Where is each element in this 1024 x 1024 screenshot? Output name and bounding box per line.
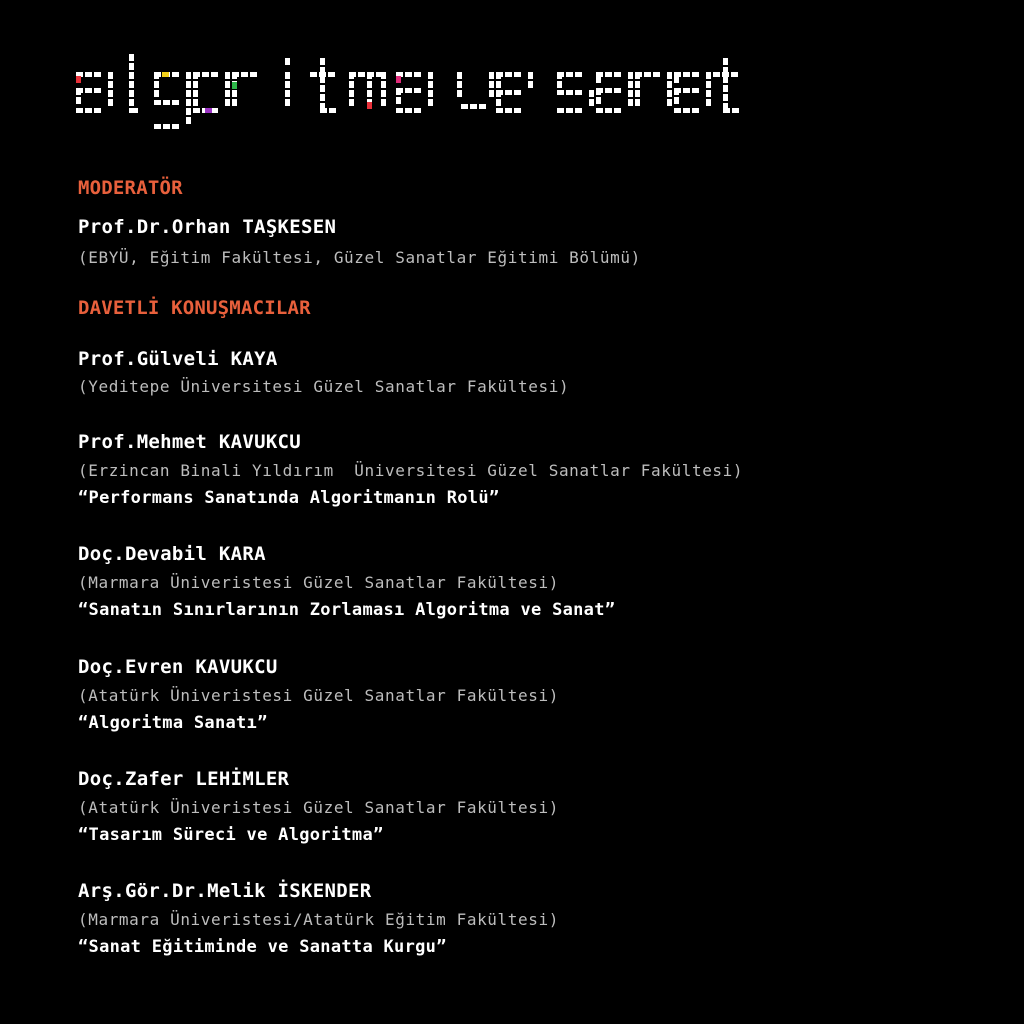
title-pixel-segment (596, 88, 601, 95)
title-pixel-segment (367, 81, 372, 88)
title-pixel-segment (635, 90, 640, 97)
title-pixel-segment (129, 81, 134, 88)
title-pixel-segment (628, 99, 633, 106)
title-pixel-segment (489, 90, 494, 97)
title-pixel-segment (320, 76, 325, 83)
moderator-affiliation: (EBYÜ, Eğitim Fakültesi, Güzel Sanatlar Eğitimi Bölümü) (78, 248, 641, 267)
title-pixel-segment (596, 97, 601, 104)
title-pixel-segment (232, 82, 237, 89)
title-pixel-segment (154, 72, 159, 79)
speaker-affiliation: (Atatürk Üniveristesi Güzel Sanatlar Fakültesi) (78, 686, 559, 705)
title-pixel-segment (723, 76, 728, 83)
title-pixel-segment (674, 76, 679, 83)
title-pixel-segment (496, 81, 501, 88)
title-pixel-segment (225, 90, 230, 97)
title-pixel-segment (154, 81, 159, 88)
title-pixel-segment (186, 90, 191, 97)
title-pixel-segment (193, 108, 200, 113)
title-pixel-segment (172, 100, 179, 105)
title-pixel-segment (349, 90, 354, 97)
title-pixel-segment (605, 108, 612, 113)
title-pixel-segment (396, 97, 401, 104)
title-pixel-segment (129, 54, 134, 61)
title-pixel-segment (683, 88, 690, 93)
title-pixel-segment (514, 72, 521, 77)
title-pixel-segment (566, 72, 573, 77)
speaker-affiliation: (Marmara Üniveristesi Güzel Sanatlar Fakültesi) (78, 573, 559, 592)
title-pixel-segment (129, 99, 134, 106)
title-pixel-segment (722, 72, 729, 77)
title-pixel-segment (667, 81, 672, 88)
title-pixel-segment (505, 108, 512, 113)
title-pixel-segment (575, 72, 582, 77)
speaker-name: Prof.Gülveli KAYA (78, 348, 278, 370)
title-pixel-segment (129, 90, 134, 97)
speaker-name: Doç.Zafer LEHİMLER (78, 768, 290, 790)
speaker-talk-title: “Performans Sanatında Algoritmanın Rolü” (78, 488, 500, 508)
title-pixel-segment (381, 90, 386, 97)
speaker-affiliation: (Atatürk Üniveristesi Güzel Sanatlar Fakültesi) (78, 798, 559, 817)
speaker-name: Doç.Devabil KARA (78, 543, 266, 565)
title-pixel-segment (76, 76, 81, 83)
title-pixel-segment (186, 99, 191, 106)
title-pixel-segment (225, 72, 230, 79)
title-pixel-segment (76, 88, 81, 95)
title-pixel-segment (85, 108, 92, 113)
title-pixel-segment (172, 124, 179, 129)
title-pixel-segment (349, 81, 354, 88)
title-pixel-segment (589, 99, 594, 106)
title-pixel-segment (706, 90, 711, 97)
title-pixel-segment (405, 88, 412, 93)
title-pixel-segment (85, 72, 92, 77)
title-pixel-segment (94, 108, 101, 113)
title-pixel-segment (489, 81, 494, 88)
speaker-affiliation: (Yeditepe Üniversitesi Güzel Sanatlar Fakültesi) (78, 377, 570, 396)
title-pixel-segment (405, 72, 412, 77)
title-pixel-segment (108, 72, 113, 79)
title-pixel-segment (575, 90, 582, 95)
title-pixel-segment (428, 72, 433, 79)
title-pixel-segment (329, 108, 336, 113)
title-pixel-segment (285, 81, 290, 88)
title-pixel-segment (76, 108, 83, 113)
title-pixel-segment (320, 94, 325, 101)
title-pixel-segment (108, 81, 113, 88)
title-pixel-segment (723, 108, 730, 113)
title-pixel-segment (414, 108, 421, 113)
speaker-name: Doç.Evren KAVUKCU (78, 656, 278, 678)
title-pixel-segment (628, 90, 633, 97)
title-pixel-segment (428, 81, 433, 88)
title-pixel-segment (628, 81, 633, 88)
speaker-affiliation: (Erzincan Binali Yıldırım Üniversitesi Güzel Sanatlar Fakültesi) (78, 461, 744, 480)
title-pixel-segment (713, 72, 720, 77)
speaker-talk-title: “Sanat Eğitiminde ve Sanatta Kurgu” (78, 937, 447, 957)
title-pixel-segment (154, 124, 161, 129)
title-pixel-segment (172, 72, 179, 77)
title-pixel-segment (723, 85, 728, 92)
speaker-name: Prof.Mehmet KAVUKCU (78, 431, 302, 453)
title-pixel-segment (731, 72, 738, 77)
title-pixel-segment (202, 72, 209, 77)
title-pixel-segment (186, 81, 191, 88)
title-pixel-segment (514, 108, 521, 113)
title-pixel-segment (605, 88, 612, 93)
title-pixel-segment (154, 100, 161, 105)
title-pixel-segment (232, 90, 237, 97)
title-pixel-segment (211, 72, 218, 77)
title-pixel-segment (457, 90, 462, 97)
title-pixel-segment (732, 108, 739, 113)
title-pixel-segment (225, 81, 230, 88)
title-pixel-segment (414, 88, 421, 93)
title-pixel-segment (349, 99, 354, 106)
title-pixel-segment (566, 90, 573, 95)
title-pixel-segment (635, 99, 640, 106)
title-pixel-segment (405, 108, 412, 113)
title-pixel-segment (367, 102, 372, 109)
title-pixel-segment (205, 108, 212, 113)
title-pixel-segment (706, 99, 711, 106)
title-pixel-segment (358, 72, 365, 77)
title-pixel-segment (706, 72, 711, 79)
title-pixel-segment (479, 104, 486, 109)
title-pixel-segment (667, 90, 672, 97)
title-pixel-segment (414, 72, 421, 77)
title-pixel-segment (108, 90, 113, 97)
title-pixel-segment (653, 72, 660, 77)
title-pixel-segment (108, 99, 113, 106)
title-pixel-segment (605, 72, 612, 77)
title-pixel-segment (723, 94, 728, 101)
title-pixel-segment (241, 72, 248, 77)
title-pixel-segment (76, 97, 81, 104)
title-pixel-segment (674, 97, 679, 104)
title-pixel-segment (94, 88, 101, 93)
title-pixel-segment (489, 72, 494, 79)
title-pixel-segment (163, 124, 170, 129)
title-pixel-segment (381, 81, 386, 88)
title-pixel-segment (320, 58, 325, 65)
title-pixel-segment (614, 72, 621, 77)
title-pixel-segment (457, 72, 462, 79)
title-pixel-segment (154, 90, 159, 97)
title-pixel-segment (614, 88, 621, 93)
title-pixel-segment (285, 99, 290, 106)
title-pixel-segment (628, 72, 633, 79)
speakers-heading: DAVETLİ KONUŞMACILAR (78, 297, 311, 319)
title-pixel-segment (250, 72, 257, 77)
title-pixel-segment (557, 72, 562, 79)
moderator-heading: MODERATÖR (78, 177, 183, 199)
title-pixel-segment (514, 90, 521, 95)
title-pixel-segment (683, 108, 690, 113)
title-pixel-segment (674, 88, 679, 95)
title-wordmark-graphic (0, 52, 1024, 132)
title-pixel-segment (381, 72, 386, 79)
title-pixel-segment (644, 72, 651, 77)
title-pixel-segment (596, 108, 603, 113)
title-pixel-segment (193, 81, 198, 88)
title-pixel-segment (692, 88, 699, 93)
title-pixel-segment (319, 72, 326, 77)
title-pixel-segment (505, 72, 512, 77)
title-pixel-segment (496, 72, 501, 79)
title-pixel-segment (211, 108, 218, 113)
title-pixel-segment (193, 72, 198, 79)
title-pixel-segment (381, 99, 386, 106)
title-pixel-segment (193, 90, 198, 97)
title-pixel-segment (85, 88, 92, 93)
title-pixel-segment (706, 81, 711, 88)
title-pixel-segment (310, 72, 317, 77)
title-wordmark (0, 52, 1024, 132)
title-pixel-segment (496, 99, 501, 106)
title-pixel-segment (683, 72, 690, 77)
title-pixel-segment (396, 76, 401, 83)
moderator-name: Prof.Dr.Orhan TAŞKESEN (78, 216, 337, 238)
title-pixel-segment (94, 72, 101, 77)
title-pixel-segment (320, 85, 325, 92)
title-pixel-segment (225, 99, 230, 106)
title-pixel-segment (575, 108, 582, 113)
title-pixel-segment (232, 99, 237, 106)
title-pixel-segment (186, 108, 191, 115)
speaker-talk-title: “Sanatın Sınırlarının Zorlaması Algoritma ve Sanat” (78, 600, 616, 620)
title-pixel-segment (186, 72, 191, 79)
title-pixel-segment (692, 72, 699, 77)
title-pixel-segment (396, 108, 403, 113)
title-pixel-segment (667, 72, 672, 79)
title-pixel-segment (667, 99, 672, 106)
title-pixel-segment (457, 81, 462, 88)
title-pixel-segment (367, 72, 372, 79)
title-pixel-segment (320, 108, 327, 113)
title-pixel-segment (635, 81, 640, 88)
title-pixel-segment (428, 99, 433, 106)
title-pixel-segment (129, 108, 138, 113)
title-pixel-segment (186, 117, 191, 124)
title-pixel-segment (723, 58, 728, 65)
title-pixel-segment (589, 90, 594, 97)
speaker-talk-title: “Algoritma Sanatı” (78, 713, 268, 733)
speaker-name: Arş.Gör.Dr.Melik İSKENDER (78, 880, 372, 902)
title-pixel-segment (285, 72, 290, 79)
title-pixel-segment (129, 72, 134, 79)
title-pixel-segment (349, 72, 354, 79)
title-pixel-segment (566, 108, 573, 113)
title-pixel-segment (614, 108, 621, 113)
title-pixel-segment (557, 108, 564, 113)
title-pixel-segment (557, 81, 562, 88)
title-pixel-segment (674, 108, 681, 113)
title-pixel-segment (428, 90, 433, 97)
title-pixel-segment (285, 58, 290, 65)
title-pixel-segment (396, 88, 401, 95)
title-pixel-segment (232, 72, 239, 77)
title-pixel-segment (692, 108, 699, 113)
title-pixel-segment (163, 100, 170, 105)
title-pixel-segment (596, 76, 601, 83)
title-pixel-segment (193, 99, 198, 106)
speaker-affiliation: (Marmara Üniveristesi/Atatürk Eğitim Fakültesi) (78, 910, 559, 929)
speaker-talk-title: “Tasarım Süreci ve Algoritma” (78, 825, 384, 845)
title-pixel-segment (470, 104, 477, 109)
title-pixel-segment (505, 90, 512, 95)
title-pixel-segment (496, 90, 503, 95)
title-pixel-segment (162, 72, 169, 77)
title-pixel-segment (129, 63, 134, 70)
title-pixel-segment (367, 90, 372, 97)
title-pixel-segment (557, 90, 564, 95)
title-pixel-segment (285, 90, 290, 97)
title-pixel-segment (528, 72, 533, 79)
title-pixel-segment (635, 72, 640, 79)
title-pixel-segment (461, 104, 468, 109)
title-pixel-segment (496, 108, 503, 113)
title-pixel-segment (328, 72, 335, 77)
title-pixel-segment (528, 81, 533, 88)
